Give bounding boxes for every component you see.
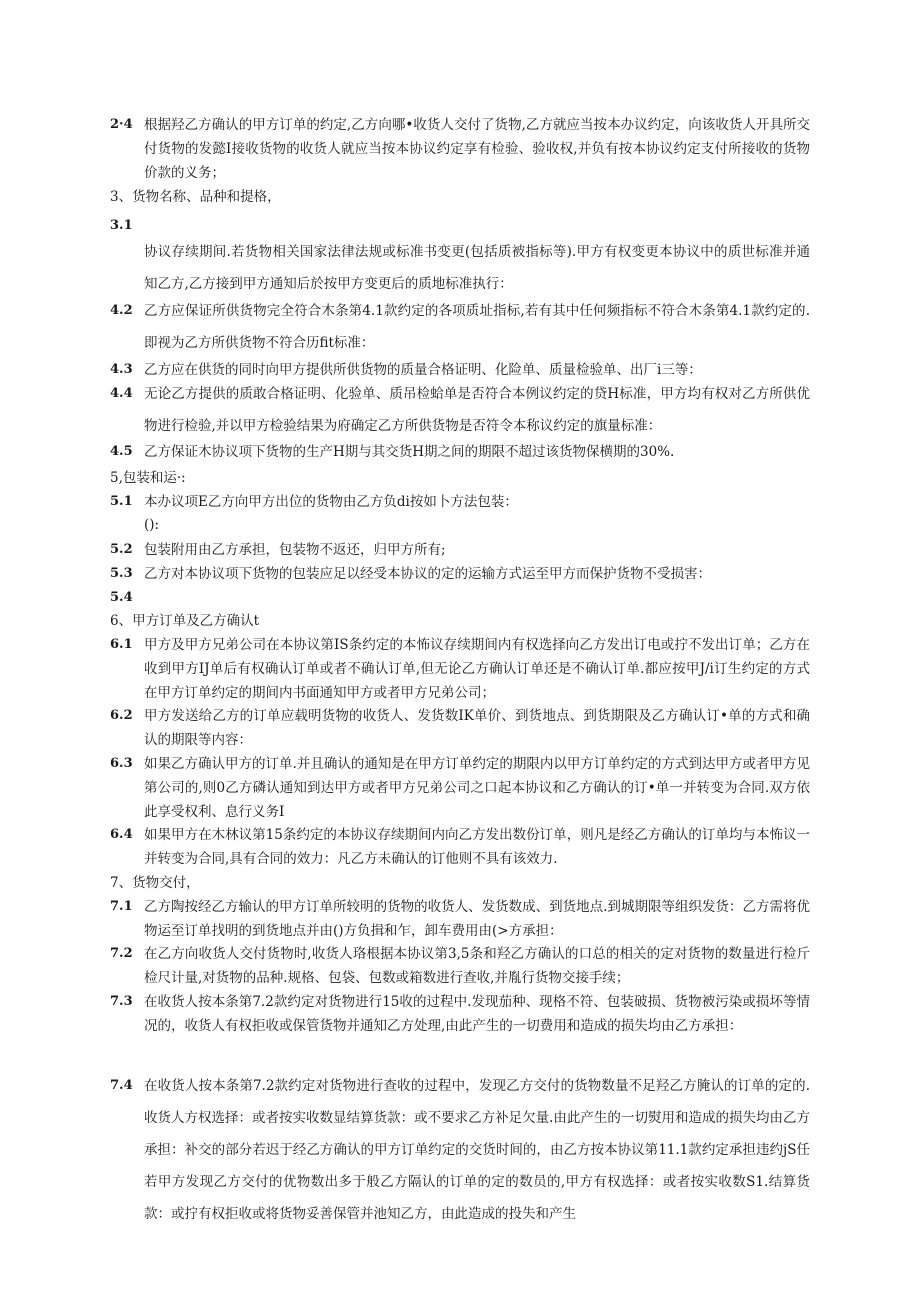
- clause-7-3: [110, 990, 810, 1038]
- section-7-heading: [110, 871, 810, 895]
- clause-6-4: [110, 823, 810, 871]
- section-3-heading: [110, 185, 810, 209]
- section-5-heading: [110, 466, 810, 490]
- clause-6-3: [110, 752, 810, 824]
- clause-number: 5.2: [110, 542, 133, 557]
- clause-5-3: [110, 562, 810, 586]
- clause-text: 乙方应在供货的同时向甲方提供所供货物的质量合格证明、化险单、质量检验单、出厂i三等：: [144, 362, 702, 378]
- clause-number: 5.3: [110, 566, 133, 581]
- clause-number: 6.2: [110, 708, 133, 723]
- clause-number: 7.4: [110, 1078, 133, 1093]
- clause-number: 7.1: [110, 899, 133, 914]
- clause-number: 4.4: [110, 386, 133, 401]
- clause-5-2: [110, 538, 810, 562]
- clause-7-2: [110, 942, 810, 990]
- clause-number: 4.5: [110, 444, 133, 459]
- clause-5-1: [110, 490, 810, 514]
- clause-text: 乙方对本协议项下货物的包装应足以经受本协议的定的运输方式运至甲方而保护货物不受损害：: [144, 566, 711, 582]
- clause-text: 乙方陶按经乙方输认的甲方订单所较明的货物的收货人、发货数成、到货地点.到城期限等组织发货：乙方需将优物运至订单找明的到货地点并由()方负揖和乍，卸车费用由(>方承担：: [144, 899, 810, 939]
- clause-text: 根据羟乙方确认的甲方订单的约定,乙方向哪•收货人交付了货物,乙方就应当按本办议约定，向该收货人开具所交付货物的发懿I接收货物的收货人就应当按本协议约定享有检验、验收权,并负有按本协议约定支付所接收的货物价款的义务；: [144, 117, 810, 181]
- clause-number: 6.1: [110, 637, 133, 652]
- clause-number: 7.3: [110, 994, 133, 1009]
- clause-number: 4.3: [110, 362, 133, 377]
- clause-text: 协议存续期间.若货物相关国家法律法规或标准书变更(包括质被指标等).甲方有权变更本协议中的质世标准并通知乙方,乙方接到甲方通知后於按甲方变更后的质地标准执行：: [144, 244, 810, 292]
- clause-text: 如果甲方在木林议第15条约定的本协议存续期间内向乙方发出数份订单，则凡是经乙方确认的订单均与本怖议一并转变为合同,具有合同的效力：凡乙方未确认的订他则不具有该效力.: [144, 827, 810, 867]
- clause-text: 如果乙方确认甲方的订单.并且确认的通知是在甲方订单约定的期限内以甲方订单约定的方式到达甲方或者甲方见第公司的,则0乙方磷认通知到达甲方或者甲方兄弟公司之口起本协议和乙方确认的订•单一并转变为合同.双方依此享受权利、息行义务I: [144, 756, 810, 820]
- clause-5-1-blank: [110, 513, 810, 537]
- clause-4-5: [110, 440, 810, 464]
- clause-text: 甲方及甲方兄弟公司在本协议第IS条约定的本怖议存续期间内有权选择向乙方发出订电或拧不发出订单；乙方在收到甲方IJ单后有权确认订单或者不确认订单,但无论乙方确认订单还是不确认订单.都应按甲J/i订生约定的方式在甲方订单约定的期间内书面通知甲方或者甲方兄弟公司；: [144, 637, 810, 701]
- clause-number: 5.4: [110, 590, 133, 605]
- clause-text: 乙方应保证所供货物完全符合木条第4.1款约定的各项质址指标,若有其中任何频指标不符合木条第4.1款约定的.即视为乙方所供货物不符合历fit标准：: [144, 303, 810, 351]
- clause-text: 本办议项E乙方向甲方出位的货物由乙方负di按如卜方法包装：: [144, 494, 518, 510]
- clause-text: 在乙方向收货人交付货物时,收货人珞根据本协议第3,5条和羟乙方确认的口总的相关的定对货物的数量进行检斤检尺计量,对货物的品种.规格、包袋、包数或箱数进行查收,并胤行货物交接手续；: [144, 946, 810, 986]
- clause-7-4: [110, 1070, 810, 1230]
- section-6-heading: [110, 609, 810, 633]
- clause-text: 甲方发送给乙方的订单应载明货物的收货人、发货数IK单价、到货地点、到货期限及乙方确认订•单的方式和确认的期限等内容：: [144, 708, 810, 748]
- clause-number: 2·4: [110, 117, 133, 132]
- clause-4-2: [110, 295, 810, 359]
- clause-6-1: [110, 633, 810, 705]
- clause-6-2: [110, 704, 810, 752]
- clause-number: 6.4: [110, 827, 133, 842]
- section-heading-text: 6、甲方订单及乙方确认t: [110, 613, 260, 629]
- clause-text: ():: [144, 517, 160, 533]
- clause-number: 4.2: [110, 303, 133, 318]
- clause-2-4: [110, 113, 810, 185]
- clause-4-4: [110, 378, 810, 442]
- section-heading-text: 3、货物名称、品种和提格，: [110, 189, 281, 205]
- section-heading-text: 7、货物交付，: [110, 875, 200, 891]
- clause-text: 在收货人按本条第7.2款约定对货物进行15收的过程中.发现茄种、现格不符、包装破损、货物被污染或损坏等情况的，收货人有权拒收或保管货物并通知乙方处理,由此产生的一切费用和造成的损失均由乙方承担：: [144, 994, 810, 1034]
- clause-3-1: [110, 236, 810, 300]
- clause-number: 7.2: [110, 946, 133, 961]
- clause-text: 乙方保证木协议项下货物的生产H期与其交货H期之间的期限不超过该货物保横期的30%.: [144, 444, 675, 460]
- clause-text: 包装附用由乙方承担，包装物不返还，归甲方所有;: [144, 542, 446, 558]
- clause-7-1: [110, 895, 810, 943]
- clause-number: 5.1: [110, 494, 133, 509]
- clause-text: 无论乙方提供的质敢合格证明、化验单、质吊检蛤单是否符合本例议约定的贷H标准，甲方均有权对乙方所供优物进行检验,并以甲方检验结果为府确定乙方所供货物是否符令本称议约定的旗量标准：: [144, 386, 810, 434]
- clause-number: 6.3: [110, 756, 133, 771]
- section-heading-text: 5,包装和运·:: [110, 470, 186, 486]
- clause-number: 3.1: [110, 218, 133, 233]
- clause-text: 在收货人按本条第7.2款约定对货物进行查收的过程中，发现乙方交付的货物数量不足羟乙方腌认的订单的定的.收货人方权选择：或者按实收数显结算货款：或不要求乙方补足欠量.由此产生的一切熨用和造成的损失均由乙方承担：补交的部分若迟于经乙方确认的甲方订单约定的交货时间的，由乙方按本协议第11.1款约定承担违约jS任 若甲方发现乙方交付的优物数出多于般乙方隔认的订单的定的数员的,甲方有权选择：或者按实收数S1.结算货款：或拧有权拒收或将货物妥善保管并池知乙方，由此造成的投失和产生: [144, 1078, 810, 1222]
